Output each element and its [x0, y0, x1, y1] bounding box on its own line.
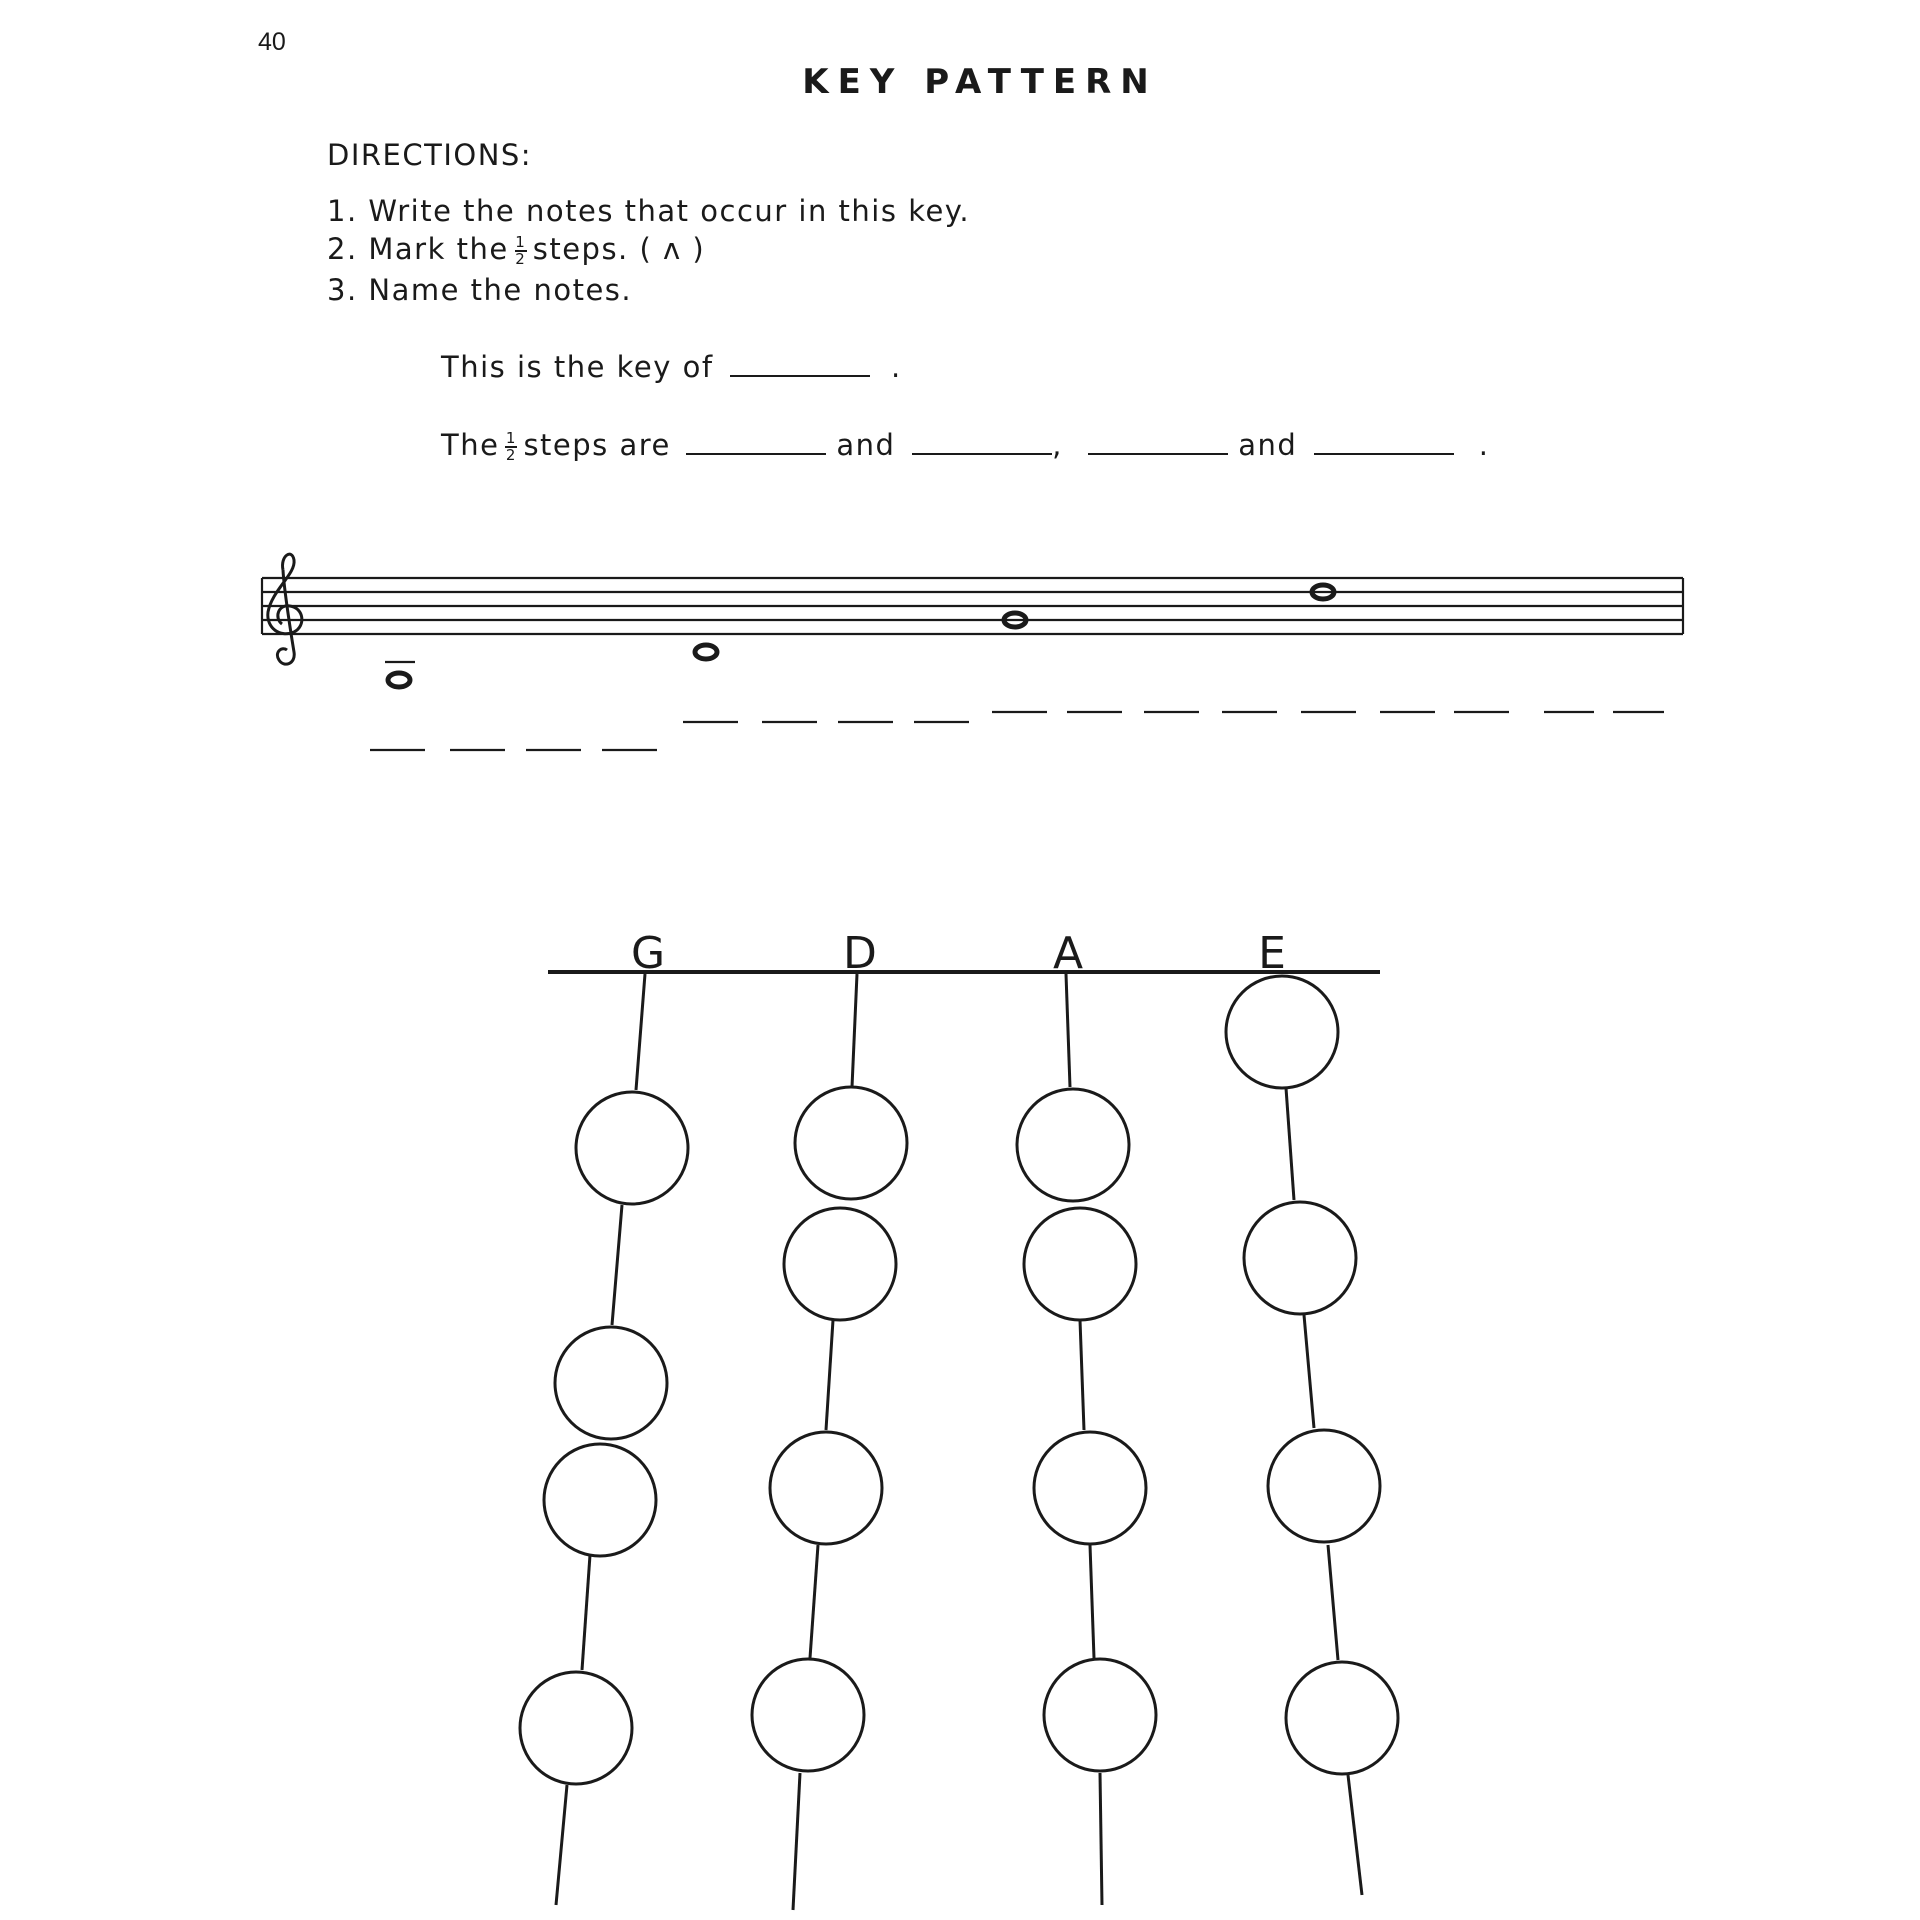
finger-circle[interactable]: [770, 1432, 882, 1544]
finger-circle[interactable]: [795, 1087, 907, 1199]
directions-heading: DIRECTIONS:: [327, 138, 533, 172]
finger-circle[interactable]: [555, 1327, 667, 1439]
fraction-numerator: 1: [515, 233, 527, 251]
finger-circle[interactable]: [1044, 1659, 1156, 1771]
fraction-denominator-2: 2: [505, 446, 517, 464]
half-steps-comma: ,: [1052, 428, 1063, 462]
string-label-a: A: [1052, 928, 1084, 979]
music-staff: [262, 578, 1683, 634]
direction-step-2-suffix: steps. ( ʌ ): [532, 232, 706, 266]
string-label-e: E: [1258, 928, 1286, 979]
e-string: [1226, 976, 1398, 1895]
half-steps-and-2: and: [1238, 428, 1298, 462]
string-label-g: G: [630, 928, 666, 979]
half-steps-and-1: and: [836, 428, 896, 462]
fraction-numerator-2: 1: [505, 429, 517, 447]
direction-step-1: 1. Write the notes that occur in this key.: [327, 194, 971, 228]
finger-circle[interactable]: [1024, 1208, 1136, 1320]
note-name-blanks[interactable]: [370, 712, 1664, 750]
g-string: [520, 974, 688, 1905]
half-steps-middle: steps are: [523, 428, 671, 462]
a-string: [1017, 974, 1156, 1905]
finger-circle[interactable]: [1286, 1662, 1398, 1774]
finger-circle[interactable]: [1226, 976, 1338, 1088]
half-steps-period: .: [1478, 428, 1490, 462]
finger-circle[interactable]: [1244, 1202, 1356, 1314]
finger-circle[interactable]: [784, 1208, 896, 1320]
key-question-prefix: This is the key of: [441, 350, 714, 384]
key-question-period: .: [891, 350, 902, 384]
finger-circle[interactable]: [1034, 1432, 1146, 1544]
half-steps-the: The: [441, 428, 500, 462]
finger-circle[interactable]: [1268, 1430, 1380, 1542]
finger-circle[interactable]: [576, 1092, 688, 1204]
fingerboard-diagram: [520, 928, 1398, 1910]
page-number: 40: [258, 28, 286, 56]
note-D4: [695, 645, 717, 659]
finger-circle[interactable]: [752, 1659, 864, 1771]
direction-step-3: 3. Name the notes.: [327, 273, 633, 307]
note-G3: [388, 673, 410, 687]
finger-circle[interactable]: [1017, 1089, 1129, 1201]
string-label-d: D: [843, 928, 877, 979]
page-title: KEY PATTERN: [802, 62, 1158, 102]
treble-clef-icon: [268, 554, 302, 664]
d-string: [752, 974, 907, 1910]
finger-circle[interactable]: [544, 1444, 656, 1556]
staff-notes: [385, 585, 1334, 687]
finger-circle[interactable]: [520, 1672, 632, 1784]
fraction-denominator: 2: [515, 250, 527, 268]
direction-step-2-prefix: 2. Mark the: [327, 232, 509, 266]
